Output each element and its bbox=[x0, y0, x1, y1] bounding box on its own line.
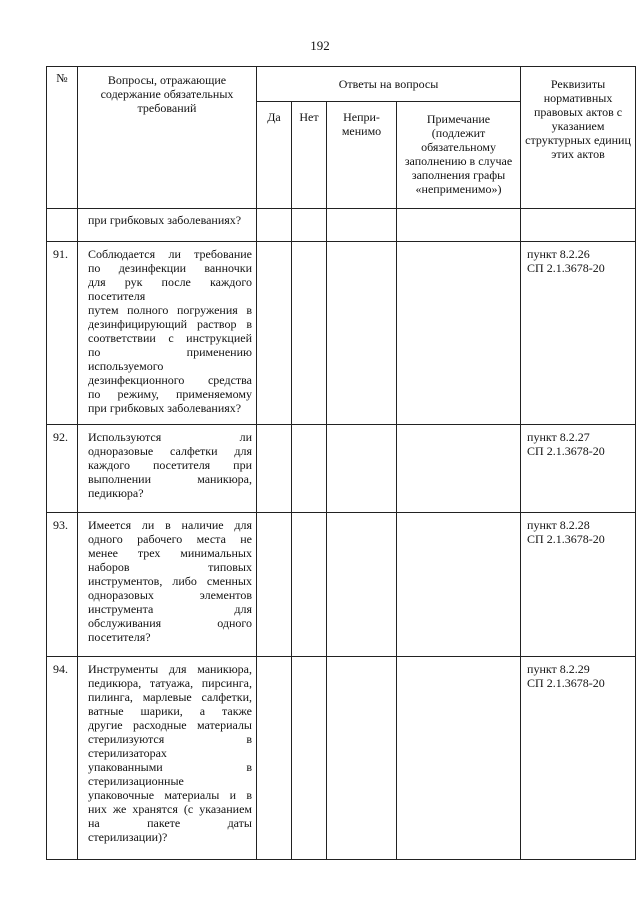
question-line: стерилизации)? bbox=[88, 830, 168, 844]
question-line: используемого bbox=[88, 359, 164, 373]
header-note: Примечание (подлежит обязательному заполнению в случае заполнения графы «неприменимо») bbox=[397, 102, 521, 209]
row-number: 91. bbox=[47, 242, 78, 425]
row-question bbox=[78, 513, 257, 657]
answer-no-cell bbox=[292, 513, 327, 657]
header-answers: Ответы на вопросы bbox=[257, 67, 521, 102]
question-line: стерилизуются в bbox=[88, 732, 252, 746]
answer-yes-cell bbox=[257, 513, 292, 657]
question-line: посетителя bbox=[88, 289, 146, 303]
row-number: 94. bbox=[47, 657, 78, 860]
header-question: Вопросы, отражающие содержание обязательных требований bbox=[78, 67, 257, 209]
note-cell bbox=[397, 513, 521, 657]
note-cell bbox=[397, 242, 521, 425]
question-line: Имеется ли в наличие для bbox=[88, 518, 252, 532]
row-requisites bbox=[521, 242, 636, 425]
question-line: менее трех минимальных bbox=[88, 546, 252, 560]
requisite-line: СП 2.1.3678-20 bbox=[527, 261, 605, 275]
header-row bbox=[47, 67, 636, 102]
question-line: ватные шарики, а также bbox=[88, 704, 252, 718]
answer-yes-cell bbox=[257, 242, 292, 425]
question-line: посетителя? bbox=[88, 630, 151, 644]
continuation-row bbox=[47, 209, 636, 242]
requisite-line: пункт 8.2.29 bbox=[527, 662, 590, 676]
question-line: выполнении маникюра, bbox=[88, 472, 252, 486]
question-line: по дезинфекции ванночки bbox=[88, 261, 252, 275]
header-not-applicable: Непри- менимо bbox=[327, 102, 397, 209]
row-requisites bbox=[521, 425, 636, 513]
question-line: наборов типовых bbox=[88, 560, 252, 574]
question-line: путем полного погружения в bbox=[88, 303, 252, 317]
question-line: другие расходные материалы bbox=[88, 718, 252, 732]
row-requisites bbox=[521, 513, 636, 657]
question-line: упаковочные материалы и в bbox=[88, 788, 252, 802]
answer-na-cell bbox=[327, 242, 397, 425]
answer-no-cell bbox=[292, 657, 327, 860]
question-line: дезинфицирующий раствор в bbox=[88, 317, 252, 331]
answer-na-cell bbox=[327, 657, 397, 860]
question-line: на пакете даты bbox=[88, 816, 252, 830]
row-question bbox=[78, 425, 257, 513]
requisite-line: СП 2.1.3678-20 bbox=[527, 676, 605, 690]
requisite-line: СП 2.1.3678-20 bbox=[527, 444, 605, 458]
page-number: 192 bbox=[310, 38, 330, 53]
table-row bbox=[47, 657, 636, 860]
continuation-text: при грибковых заболеваниях? bbox=[78, 209, 257, 242]
row-question bbox=[78, 657, 257, 860]
question-line: одноразовые салфетки для bbox=[88, 444, 252, 458]
note-cell bbox=[397, 425, 521, 513]
answer-na-cell bbox=[327, 513, 397, 657]
question-line: Инструменты для маникюра, bbox=[88, 662, 252, 676]
question-line: инструментов, либо сменных bbox=[88, 574, 252, 588]
header-yes: Да bbox=[257, 102, 292, 209]
question-line: при грибковых заболеваниях? bbox=[88, 401, 242, 415]
requisite-line: пункт 8.2.27 bbox=[527, 430, 590, 444]
table-row bbox=[47, 242, 636, 425]
question-line: дезинфекционного средства bbox=[88, 373, 252, 387]
question-line: по режиму, применяемому bbox=[88, 387, 252, 401]
question-line: упакованными в bbox=[88, 760, 252, 774]
row-requisites bbox=[521, 657, 636, 860]
answer-yes-cell bbox=[257, 425, 292, 513]
header-number: № bbox=[47, 67, 78, 209]
question-line: них же хранятся (с указанием bbox=[88, 802, 252, 816]
answer-na-cell bbox=[327, 425, 397, 513]
question-line: Используются ли bbox=[88, 430, 252, 444]
checklist-table bbox=[46, 66, 636, 860]
question-line: педикюра, татуажа, пирсинга, bbox=[88, 676, 252, 690]
question-line: стерилизаторах bbox=[88, 746, 167, 760]
requisite-line: пункт 8.2.28 bbox=[527, 518, 590, 532]
header-no: Нет bbox=[292, 102, 327, 209]
answer-yes-cell bbox=[257, 657, 292, 860]
answer-no-cell bbox=[292, 425, 327, 513]
question-line: Соблюдается ли требование bbox=[88, 247, 252, 261]
question-line: для рук после каждого bbox=[88, 275, 252, 289]
question-line: соответствии с инструкцией bbox=[88, 331, 252, 345]
header-requisites: Реквизиты нормативных правовых актов с указанием структурных единиц этих актов bbox=[521, 67, 636, 209]
question-line: по применению bbox=[88, 345, 252, 359]
question-line: инструмента для bbox=[88, 602, 252, 616]
row-question bbox=[78, 242, 257, 425]
question-line: каждого посетителя при bbox=[88, 458, 252, 472]
question-line: обслуживания одного bbox=[88, 616, 252, 630]
row-number: 93. bbox=[47, 513, 78, 657]
question-line: стерилизационные bbox=[88, 774, 184, 788]
note-cell bbox=[397, 657, 521, 860]
question-line: пилинга, марлевые салфетки, bbox=[88, 690, 252, 704]
question-line: педикюра? bbox=[88, 486, 144, 500]
question-line: одноразовых элементов bbox=[88, 588, 252, 602]
table-row bbox=[47, 425, 636, 513]
question-line: одного рабочего места не bbox=[88, 532, 252, 546]
answer-no-cell bbox=[292, 242, 327, 425]
table-row bbox=[47, 513, 636, 657]
requisite-line: СП 2.1.3678-20 bbox=[527, 532, 605, 546]
requisite-line: пункт 8.2.26 bbox=[527, 247, 590, 261]
row-number: 92. bbox=[47, 425, 78, 513]
